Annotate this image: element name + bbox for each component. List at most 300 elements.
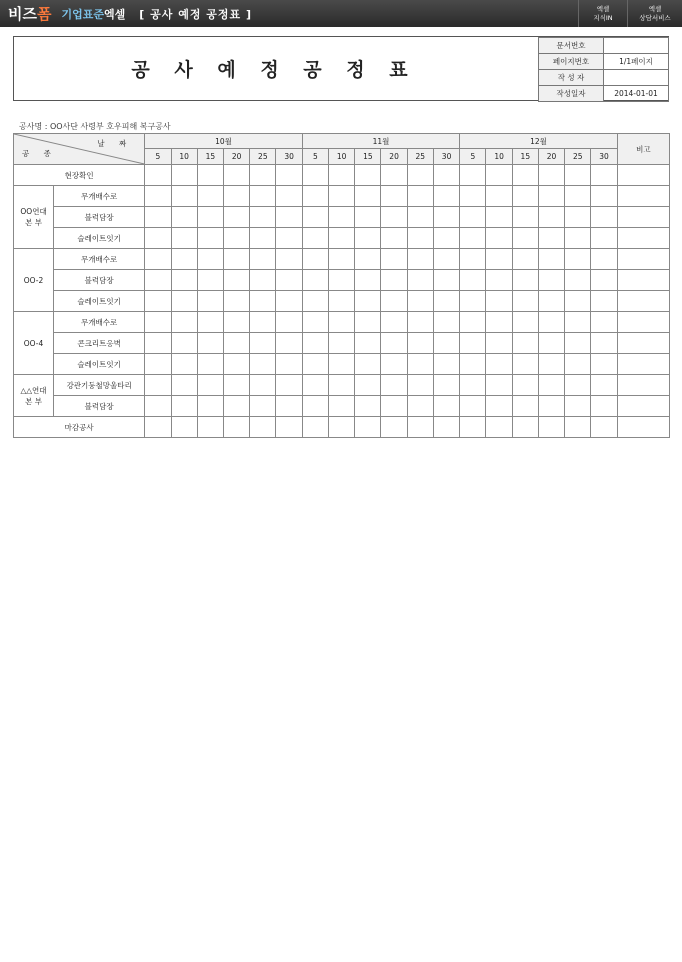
table-row: [14, 270, 670, 291]
meta-key: 문서번호: [539, 38, 604, 54]
schedule-cell[interactable]: [302, 270, 328, 291]
day-header: 20: [538, 149, 564, 165]
schedule-cell[interactable]: [591, 354, 617, 375]
table-row: [14, 396, 670, 417]
schedule-cell[interactable]: [460, 207, 486, 228]
schedule-cell[interactable]: [328, 333, 354, 354]
schedule-cell[interactable]: [617, 165, 669, 186]
schedule-cell[interactable]: [355, 165, 381, 186]
schedule-cell[interactable]: [407, 165, 433, 186]
document-meta-table: [538, 37, 669, 102]
schedule-cell[interactable]: [591, 375, 617, 396]
schedule-cell[interactable]: [617, 333, 669, 354]
schedule-cell[interactable]: [407, 228, 433, 249]
schedule-cell[interactable]: [250, 270, 276, 291]
table-row: [14, 291, 670, 312]
schedule-cell[interactable]: [302, 333, 328, 354]
day-header: 5: [145, 149, 171, 165]
schedule-cell[interactable]: [591, 312, 617, 333]
schedule-cell[interactable]: [407, 333, 433, 354]
schedule-cell[interactable]: [145, 333, 171, 354]
schedule-cell[interactable]: [145, 375, 171, 396]
schedule-cell[interactable]: [223, 417, 249, 438]
schedule-cell[interactable]: [328, 396, 354, 417]
schedule-cell[interactable]: [591, 207, 617, 228]
schedule-cell[interactable]: [197, 333, 223, 354]
month-header: 11월: [302, 134, 459, 149]
schedule-cell[interactable]: [171, 186, 197, 207]
schedule-cell[interactable]: [328, 291, 354, 312]
schedule-cell[interactable]: [197, 291, 223, 312]
schedule-cell[interactable]: [328, 228, 354, 249]
schedule-cell[interactable]: [171, 270, 197, 291]
schedule-cell[interactable]: [276, 165, 302, 186]
schedule-cell[interactable]: [355, 228, 381, 249]
schedule-cell[interactable]: [355, 375, 381, 396]
schedule-cell[interactable]: [512, 396, 538, 417]
schedule-cell[interactable]: [433, 270, 459, 291]
excel-consult-button[interactable]: [627, 0, 682, 27]
schedule-cell[interactable]: [328, 354, 354, 375]
schedule-cell[interactable]: [197, 207, 223, 228]
schedule-cell[interactable]: [486, 291, 512, 312]
schedule-cell[interactable]: [328, 207, 354, 228]
schedule-cell[interactable]: [407, 396, 433, 417]
schedule-cell[interactable]: [617, 291, 669, 312]
schedule-cell[interactable]: [250, 417, 276, 438]
schedule-cell[interactable]: [328, 312, 354, 333]
schedule-cell[interactable]: [591, 291, 617, 312]
schedule-cell[interactable]: [486, 207, 512, 228]
schedule-cell[interactable]: [171, 417, 197, 438]
schedule-cell[interactable]: [407, 354, 433, 375]
schedule-cell[interactable]: [407, 312, 433, 333]
schedule-cell[interactable]: [512, 228, 538, 249]
schedule-cell[interactable]: [486, 270, 512, 291]
schedule-cell[interactable]: [381, 396, 407, 417]
schedule-cell[interactable]: [512, 354, 538, 375]
schedule-cell[interactable]: [460, 291, 486, 312]
schedule-cell[interactable]: [197, 270, 223, 291]
schedule-cell[interactable]: [302, 417, 328, 438]
banner-doc-title: [ 공사 예정 공정표 ]: [139, 7, 253, 21]
schedule-cell[interactable]: [433, 228, 459, 249]
schedule-cell[interactable]: [617, 228, 669, 249]
schedule-cell[interactable]: [171, 228, 197, 249]
schedule-cell[interactable]: [223, 270, 249, 291]
schedule-cell[interactable]: [145, 228, 171, 249]
schedule-cell[interactable]: [538, 354, 564, 375]
schedule-cell[interactable]: [407, 417, 433, 438]
schedule-cell[interactable]: [512, 291, 538, 312]
schedule-cell[interactable]: [171, 249, 197, 270]
schedule-cell[interactable]: [538, 207, 564, 228]
button-label: 엑셀: [648, 4, 662, 13]
schedule-cell[interactable]: [617, 396, 669, 417]
table-row: [14, 354, 670, 375]
schedule-cell[interactable]: [538, 249, 564, 270]
schedule-cell[interactable]: [512, 312, 538, 333]
schedule-cell[interactable]: [460, 270, 486, 291]
schedule-cell[interactable]: [250, 165, 276, 186]
schedule-cell[interactable]: [250, 186, 276, 207]
schedule-cell[interactable]: [276, 396, 302, 417]
schedule-cell[interactable]: [512, 249, 538, 270]
schedule-cell[interactable]: [460, 312, 486, 333]
schedule-cell[interactable]: [302, 396, 328, 417]
schedule-cell[interactable]: [328, 165, 354, 186]
schedule-cell[interactable]: [460, 417, 486, 438]
schedule-cell[interactable]: [512, 270, 538, 291]
schedule-cell[interactable]: [433, 354, 459, 375]
schedule-cell[interactable]: [591, 228, 617, 249]
schedule-cell[interactable]: [486, 417, 512, 438]
schedule-cell[interactable]: [145, 354, 171, 375]
schedule-cell[interactable]: [197, 375, 223, 396]
button-label: 엑셀: [596, 4, 610, 13]
day-header: 15: [197, 149, 223, 165]
schedule-cell[interactable]: [276, 270, 302, 291]
schedule-cell[interactable]: [617, 417, 669, 438]
schedule-cell[interactable]: [407, 186, 433, 207]
schedule-cell[interactable]: [565, 396, 591, 417]
schedule-cell[interactable]: [276, 312, 302, 333]
schedule-cell[interactable]: [538, 396, 564, 417]
group-label: OO연대: [20, 207, 47, 216]
schedule-cell[interactable]: [486, 375, 512, 396]
day-header: 20: [223, 149, 249, 165]
day-header: 25: [250, 149, 276, 165]
work-item-cell: 현장확인: [14, 165, 145, 186]
schedule-cell[interactable]: [617, 186, 669, 207]
group-label: △△연대: [20, 385, 47, 395]
schedule-cell[interactable]: [407, 375, 433, 396]
schedule-cell[interactable]: [407, 249, 433, 270]
schedule-cell[interactable]: [538, 417, 564, 438]
schedule-cell[interactable]: [302, 186, 328, 207]
schedule-cell[interactable]: [512, 165, 538, 186]
schedule-cell[interactable]: [407, 291, 433, 312]
schedule-cell[interactable]: [250, 396, 276, 417]
schedule-cell[interactable]: [617, 270, 669, 291]
schedule-cell[interactable]: [512, 333, 538, 354]
schedule-cell[interactable]: [591, 165, 617, 186]
schedule-cell[interactable]: [302, 228, 328, 249]
schedule-cell[interactable]: [486, 228, 512, 249]
schedule-cell[interactable]: [381, 186, 407, 207]
schedule-cell[interactable]: [276, 417, 302, 438]
schedule-cell[interactable]: [223, 228, 249, 249]
schedule-cell[interactable]: [565, 249, 591, 270]
schedule-cell[interactable]: [512, 417, 538, 438]
schedule-cell[interactable]: [538, 165, 564, 186]
schedule-cell[interactable]: [538, 375, 564, 396]
schedule-cell[interactable]: [381, 207, 407, 228]
work-item-cell: 강관기둥철망울타리: [54, 375, 145, 396]
schedule-cell[interactable]: [145, 396, 171, 417]
schedule-cell[interactable]: [433, 375, 459, 396]
schedule-cell[interactable]: [197, 165, 223, 186]
schedule-cell[interactable]: [302, 207, 328, 228]
schedule-cell[interactable]: [565, 228, 591, 249]
schedule-cell[interactable]: [223, 249, 249, 270]
schedule-cell[interactable]: [381, 375, 407, 396]
schedule-cell[interactable]: [460, 186, 486, 207]
schedule-cell[interactable]: [355, 249, 381, 270]
bizform-logo[interactable]: [8, 3, 51, 24]
schedule-cell[interactable]: [223, 333, 249, 354]
brand-text: 기업표준: [61, 7, 104, 21]
meta-key: 페이지번호: [539, 54, 604, 70]
schedule-cell[interactable]: [381, 291, 407, 312]
schedule-cell[interactable]: [171, 375, 197, 396]
schedule-cell[interactable]: [565, 417, 591, 438]
schedule-cell[interactable]: [565, 270, 591, 291]
schedule-cell[interactable]: [171, 396, 197, 417]
meta-value: 1/1페이지: [604, 54, 669, 70]
schedule-cell[interactable]: [302, 375, 328, 396]
group-label: 본 부: [25, 396, 42, 406]
schedule-cell[interactable]: [486, 333, 512, 354]
schedule-cell[interactable]: [617, 354, 669, 375]
schedule-cell[interactable]: [617, 375, 669, 396]
schedule-cell[interactable]: [433, 312, 459, 333]
schedule-cell[interactable]: [617, 249, 669, 270]
schedule-cell[interactable]: [223, 354, 249, 375]
schedule-cell[interactable]: [355, 186, 381, 207]
schedule-cell[interactable]: [145, 186, 171, 207]
schedule-cell[interactable]: [433, 186, 459, 207]
schedule-cell[interactable]: [197, 417, 223, 438]
schedule-cell[interactable]: [171, 207, 197, 228]
schedule-cell[interactable]: [565, 312, 591, 333]
meta-value: [604, 70, 669, 86]
schedule-cell[interactable]: [276, 354, 302, 375]
schedule-cell[interactable]: [355, 354, 381, 375]
schedule-cell[interactable]: [565, 207, 591, 228]
work-item-cell: 블럭담장: [54, 396, 145, 417]
schedule-cell[interactable]: [381, 417, 407, 438]
schedule-cell[interactable]: [328, 249, 354, 270]
schedule-cell[interactable]: [355, 291, 381, 312]
schedule-cell[interactable]: [381, 228, 407, 249]
schedule-cell[interactable]: [302, 291, 328, 312]
schedule-cell[interactable]: [197, 354, 223, 375]
day-header: 20: [381, 149, 407, 165]
schedule-cell[interactable]: [328, 417, 354, 438]
schedule-cell[interactable]: [223, 291, 249, 312]
schedule-cell[interactable]: [171, 312, 197, 333]
button-label: 상담서비스: [639, 13, 671, 22]
schedule-cell[interactable]: [145, 165, 171, 186]
schedule-cell[interactable]: [223, 375, 249, 396]
schedule-cell[interactable]: [276, 375, 302, 396]
schedule-cell[interactable]: [223, 396, 249, 417]
schedule-cell[interactable]: [433, 165, 459, 186]
day-header: 25: [565, 149, 591, 165]
schedule-cell[interactable]: [328, 375, 354, 396]
schedule-cell[interactable]: [223, 207, 249, 228]
day-header: 10: [171, 149, 197, 165]
brand-label: [61, 6, 125, 22]
group-cell: [14, 249, 54, 312]
schedule-cell[interactable]: [486, 249, 512, 270]
schedule-cell[interactable]: [460, 165, 486, 186]
schedule-cell[interactable]: [433, 417, 459, 438]
schedule-cell[interactable]: [197, 396, 223, 417]
schedule-cell[interactable]: [302, 249, 328, 270]
group-cell: [14, 186, 54, 249]
schedule-cell[interactable]: [486, 186, 512, 207]
schedule-cell[interactable]: [565, 186, 591, 207]
day-header: 30: [591, 149, 617, 165]
schedule-cell[interactable]: [145, 270, 171, 291]
schedule-cell[interactable]: [381, 312, 407, 333]
schedule-cell[interactable]: [512, 375, 538, 396]
schedule-cell[interactable]: [197, 186, 223, 207]
work-item-cell: 콘크리트옹벽: [54, 333, 145, 354]
table-row: [14, 333, 670, 354]
schedule-cell[interactable]: [433, 249, 459, 270]
schedule-cell[interactable]: [460, 354, 486, 375]
schedule-cell[interactable]: [591, 270, 617, 291]
schedule-cell[interactable]: [460, 396, 486, 417]
schedule-cell[interactable]: [486, 165, 512, 186]
schedule-cell[interactable]: [276, 186, 302, 207]
schedule-cell[interactable]: [276, 291, 302, 312]
schedule-cell[interactable]: [355, 270, 381, 291]
schedule-cell[interactable]: [145, 291, 171, 312]
schedule-cell[interactable]: [381, 333, 407, 354]
schedule-cell[interactable]: [591, 417, 617, 438]
schedule-cell[interactable]: [302, 354, 328, 375]
schedule-cell[interactable]: [328, 270, 354, 291]
schedule-cell[interactable]: [355, 312, 381, 333]
schedule-cell[interactable]: [538, 228, 564, 249]
work-item-cell: 블럭담장: [54, 207, 145, 228]
schedule-cell[interactable]: [591, 396, 617, 417]
schedule-cell[interactable]: [197, 249, 223, 270]
schedule-cell[interactable]: [381, 249, 407, 270]
schedule-cell[interactable]: [460, 333, 486, 354]
schedule-cell[interactable]: [276, 207, 302, 228]
schedule-cell[interactable]: [433, 396, 459, 417]
schedule-cell[interactable]: [486, 396, 512, 417]
schedule-cell[interactable]: [276, 249, 302, 270]
schedule-cell[interactable]: [250, 249, 276, 270]
schedule-cell[interactable]: [302, 312, 328, 333]
schedule-cell[interactable]: [565, 333, 591, 354]
schedule-cell[interactable]: [250, 354, 276, 375]
schedule-cell[interactable]: [407, 207, 433, 228]
day-header: 15: [512, 149, 538, 165]
schedule-cell[interactable]: [565, 165, 591, 186]
schedule-cell[interactable]: [355, 417, 381, 438]
schedule-cell[interactable]: [302, 165, 328, 186]
schedule-cell[interactable]: [145, 249, 171, 270]
schedule-cell[interactable]: [617, 312, 669, 333]
schedule-cell[interactable]: [250, 228, 276, 249]
schedule-cell[interactable]: [223, 165, 249, 186]
schedule-cell[interactable]: [355, 207, 381, 228]
schedule-cell[interactable]: [433, 333, 459, 354]
schedule-cell[interactable]: [276, 333, 302, 354]
schedule-cell[interactable]: [486, 354, 512, 375]
schedule-cell[interactable]: [433, 207, 459, 228]
schedule-cell[interactable]: [276, 228, 302, 249]
schedule-cell[interactable]: [486, 312, 512, 333]
schedule-cell[interactable]: [197, 228, 223, 249]
schedule-cell[interactable]: [250, 207, 276, 228]
schedule-cell[interactable]: [171, 333, 197, 354]
date-label: 날 짜: [97, 139, 133, 148]
schedule-cell[interactable]: [565, 354, 591, 375]
schedule-cell[interactable]: [355, 396, 381, 417]
day-header: 5: [460, 149, 486, 165]
schedule-cell[interactable]: [223, 312, 249, 333]
schedule-cell[interactable]: [145, 417, 171, 438]
schedule-cell[interactable]: [617, 207, 669, 228]
work-item-cell: 블럭담장: [54, 270, 145, 291]
table-row: [14, 249, 670, 270]
schedule-cell[interactable]: [538, 186, 564, 207]
schedule-cell[interactable]: [433, 291, 459, 312]
schedule-cell[interactable]: [250, 291, 276, 312]
schedule-cell[interactable]: [538, 291, 564, 312]
work-item-cell: 슬레이트잇기: [54, 291, 145, 312]
schedule-cell[interactable]: [460, 249, 486, 270]
logo-text-accent: 폼: [36, 5, 52, 23]
schedule-cell[interactable]: [460, 228, 486, 249]
schedule-cell[interactable]: [565, 291, 591, 312]
schedule-cell[interactable]: [171, 165, 197, 186]
schedule-cell[interactable]: [171, 354, 197, 375]
schedule-cell[interactable]: [591, 186, 617, 207]
schedule-cell[interactable]: [355, 333, 381, 354]
meta-value: [604, 38, 669, 54]
schedule-cell[interactable]: [591, 249, 617, 270]
schedule-cell[interactable]: [250, 333, 276, 354]
meta-key: 작 성 자: [539, 70, 604, 86]
schedule-cell[interactable]: [223, 186, 249, 207]
work-item-cell: 슬레이트잇기: [54, 354, 145, 375]
schedule-cell[interactable]: [460, 375, 486, 396]
schedule-cell[interactable]: [591, 333, 617, 354]
excel-knowledge-button[interactable]: [578, 0, 627, 27]
schedule-cell[interactable]: [407, 270, 433, 291]
schedule-cell[interactable]: [512, 186, 538, 207]
day-header: 30: [433, 149, 459, 165]
day-header: 25: [407, 149, 433, 165]
schedule-cell[interactable]: [538, 333, 564, 354]
schedule-cell[interactable]: [145, 207, 171, 228]
schedule-cell[interactable]: [381, 165, 407, 186]
schedule-cell[interactable]: [512, 207, 538, 228]
schedule-cell[interactable]: [250, 312, 276, 333]
schedule-cell[interactable]: [538, 270, 564, 291]
schedule-cell[interactable]: [565, 375, 591, 396]
schedule-cell[interactable]: [197, 312, 223, 333]
schedule-cell[interactable]: [381, 354, 407, 375]
schedule-cell[interactable]: [328, 186, 354, 207]
table-row: [14, 417, 670, 438]
schedule-cell[interactable]: [538, 312, 564, 333]
schedule-cell[interactable]: [250, 375, 276, 396]
schedule-cell[interactable]: [171, 291, 197, 312]
meta-key: 작성일자: [539, 86, 604, 102]
schedule-cell[interactable]: [145, 312, 171, 333]
schedule-cell[interactable]: [381, 270, 407, 291]
